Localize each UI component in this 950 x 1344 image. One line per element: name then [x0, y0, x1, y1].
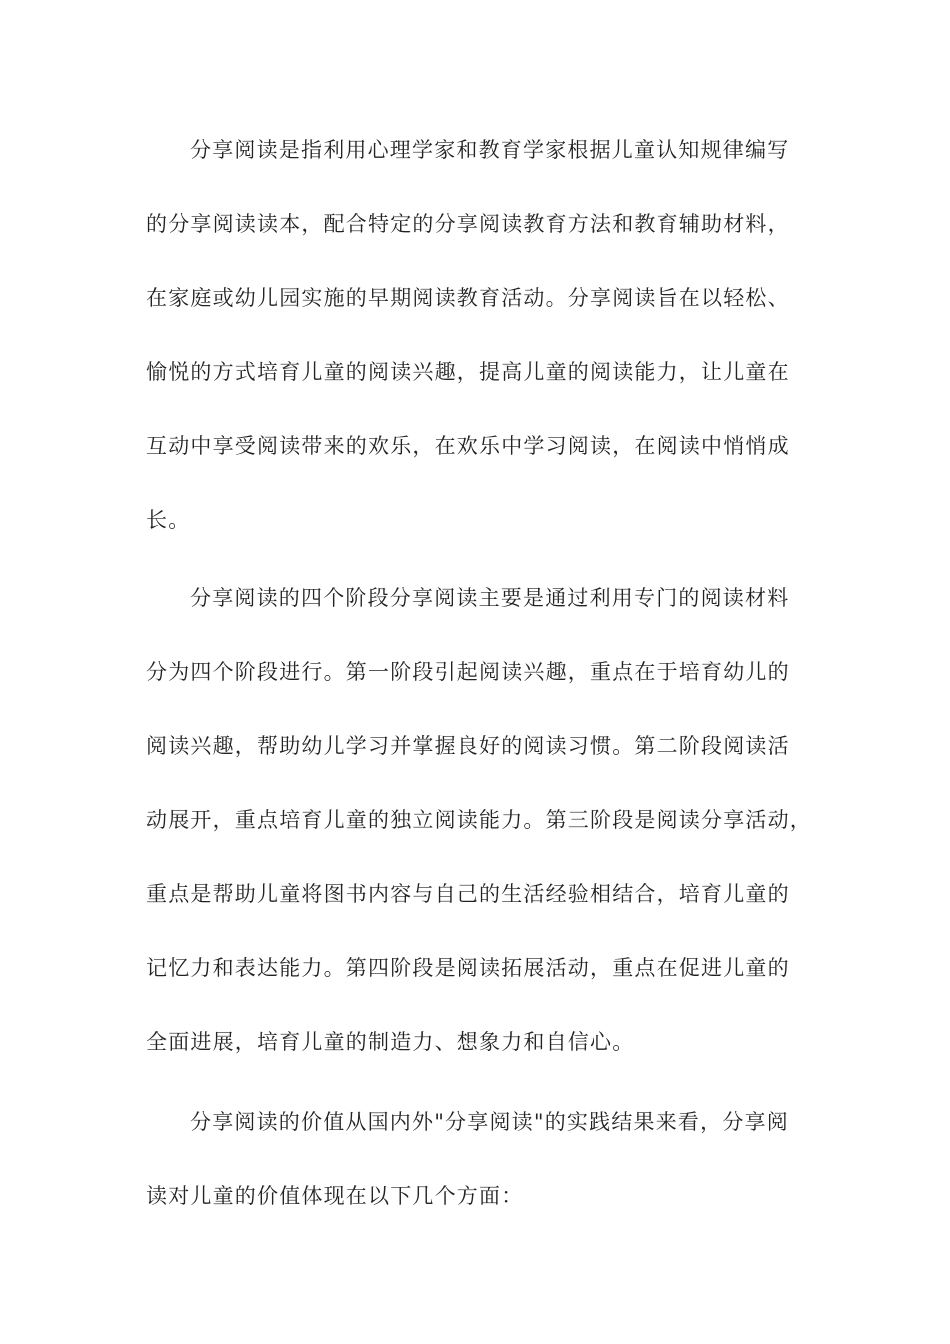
paragraph-2-line-4: 动展开，重点培育儿童的独立阅读能力。第三阶段是阅读分享活动， — [146, 808, 812, 832]
paragraph-2-line-5: 重点是帮助儿童将图书内容与自己的生活经验相结合，培育儿童的 — [146, 882, 790, 906]
paragraph-1-line-2: 的分享阅读读本，配合特定的分享阅读教育方法和教育辅助材料， — [146, 212, 790, 236]
paragraph-2-line-7: 全面进展，培育儿童的制造力、想象力和自信心。 — [146, 1030, 635, 1054]
paragraph-1-line-4: 愉悦的方式培育儿童的阅读兴趣，提高儿童的阅读能力，让儿童在 — [146, 360, 790, 384]
paragraph-1-line-3: 在家庭或幼儿园实施的早期阅读教育活动。分享阅读旨在以轻松、 — [146, 286, 790, 310]
paragraph-1-line-5: 互动中享受阅读带来的欢乐，在欢乐中学习阅读，在阅读中悄悄成 — [146, 434, 790, 458]
paragraph-2-line-2: 分为四个阶段进行。第一阶段引起阅读兴趣，重点在于培育幼儿的 — [146, 660, 790, 684]
paragraph-1-line-1: 分享阅读是指利用心理学家和教育学家根据儿童认知规律编写 — [190, 138, 790, 162]
paragraph-3-line-2: 读对儿童的价值体现在以下几个方面： — [146, 1184, 524, 1208]
paragraph-2-line-6: 记忆力和表达能力。第四阶段是阅读拓展活动，重点在促进儿童的 — [146, 956, 790, 980]
paragraph-1-line-6: 长。 — [146, 508, 191, 532]
paragraph-2-line-3: 阅读兴趣，帮助幼儿学习并掌握良好的阅读习惯。第二阶段阅读活 — [146, 734, 790, 758]
paragraph-3-line-1: 分享阅读的价值从国内外"分享阅读"的实践结果来看，分享阅 — [190, 1110, 789, 1134]
paragraph-2-line-1: 分享阅读的四个阶段分享阅读主要是通过利用专门的阅读材料 — [190, 586, 790, 610]
